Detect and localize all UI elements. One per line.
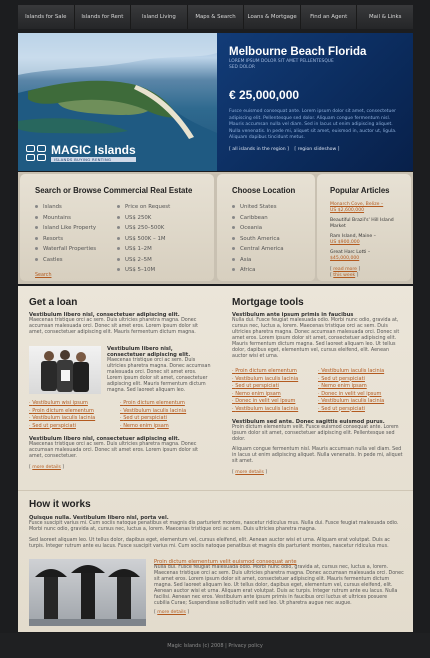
logo-name: MAGIC Islands xyxy=(51,143,136,157)
mortgage-link[interactable]: · Proin dictum elementum xyxy=(232,368,318,376)
list-item[interactable]: US$ 2–5M xyxy=(117,255,199,266)
list-item[interactable]: Oceania xyxy=(232,223,300,234)
loan-section xyxy=(29,297,211,470)
mortgage-link[interactable]: · Nemo enim ipsam xyxy=(232,391,318,399)
mortgage-link[interactable]: · Sed ut perspiciati xyxy=(318,406,404,414)
loan-link[interactable]: · Sed ut perspiciati xyxy=(120,415,211,423)
region-slideshow-link[interactable]: [ region slideshow ] xyxy=(294,147,340,152)
read-more-button[interactable]: [ read more ] xyxy=(330,267,361,272)
mortgage-link[interactable]: · Vestibulum iaculis lacinia xyxy=(232,376,318,384)
article-price: US $2,600,000 xyxy=(330,208,365,213)
mortgage-link[interactable]: · Nemo enim ipsam xyxy=(318,383,404,391)
list-item[interactable]: Central America xyxy=(232,244,300,255)
how-text-2: Sed laoreet aliquam leo. Ut tellus dolor, dapibus eget, elementum vel, cursus eleifend, elit. Aenean auctor wisi et urna. Aliquam erat volutpat. Duis ac turpis. Integer rutrum ante eu lacus. Fusce suscipit varius mi. Cum sociis natoque penatibus et magnis dis parturient montes, nascetur ridiculus mus. xyxy=(29,538,390,549)
loan-text-2: Maecenas tristique orci ac sem. Duis ultricies pharetra magna. Donec accumsan malesuada orci. Donec sit amet eros. Lorem ipsum dolor sit amet, consectetuer. xyxy=(29,442,199,459)
search-link[interactable]: Search xyxy=(35,272,52,278)
footer: Magic Islands (c) 2008 | Privacy policy xyxy=(0,633,430,658)
list-item[interactable]: Island Like Property xyxy=(35,223,117,234)
property-price: € 25,000,000 xyxy=(229,88,300,102)
how-title: How it works xyxy=(29,499,91,510)
list-item[interactable]: US$ 250K xyxy=(117,213,199,224)
hero-banner xyxy=(18,33,413,171)
list-item[interactable]: Africa xyxy=(232,265,300,276)
search-band xyxy=(18,172,413,284)
loan-link[interactable]: · Proin dictum elementum xyxy=(120,400,211,408)
how-it-works-section xyxy=(29,499,404,626)
list-item[interactable]: Caribbean xyxy=(232,213,300,224)
loan-link[interactable]: · Vestibulum iaculis lacinia xyxy=(120,408,211,416)
property-title: Melbourne Beach Florida xyxy=(229,46,367,58)
mortgage-more-details-button[interactable]: [ more details ] xyxy=(232,470,268,475)
nav-mail-links[interactable]: Mail & Links xyxy=(357,5,413,29)
mortgage-text: Nulla dui. Fusce feugiat malesuada odio. Morbi nunc odio, gravida at, cursus nec, luctus a, lorem. Maecenas tristique orci ac sem. Duis ultricies pharetra magna. Donec accumsan malesuada orci. Donec sit amet eros. Lorem ipsum dolor sit amet, consectetuer adipiscing elit. Mauris fermentum dictum magna. Sed laoreet aliquam leo. Ut tellus dolor, dapibus eget, elementum vel, cursus eleifend, elit. Aenean auctor wisi et urna. xyxy=(232,318,400,359)
nav-loans-mortgage[interactable]: Loans & Mortgage xyxy=(244,5,301,29)
mortgage-text-3: Aliquam congue fermentum nisl. Mauris accumsan nulla vel diam. Sed in lacus ut enim adipiscing aliquet. Nulla venenatis. In pede mi, aliquet sit amet. xyxy=(232,447,403,464)
loan-link[interactable]: · Nemo enim ipsam xyxy=(120,423,211,431)
mortgage-lead: Vestibulum ante ipsum primis in faucibus xyxy=(232,312,354,318)
article-link[interactable]: Great Harc Lotti – xyxy=(330,250,371,255)
all-islands-link[interactable]: [ all islands in the region ] xyxy=(229,147,289,152)
mortgage-lead-2: Vestibulum sed ante. Donec sagittis euismod purus. xyxy=(232,419,385,425)
article-item[interactable] xyxy=(330,234,398,246)
loan-lead-2: Vestibulum libero nisl, consectetuer adipiscing elit. xyxy=(29,436,180,442)
list-item[interactable]: US$ 250–500K xyxy=(117,223,199,234)
price-range-list xyxy=(117,202,199,276)
list-item[interactable]: Resorts xyxy=(35,234,117,245)
site-logo[interactable] xyxy=(26,144,136,162)
list-item[interactable]: Mountains xyxy=(35,213,117,224)
subtitle-line: LOREM IPSUM DOLOR SIT AMET PELLENTESQUE xyxy=(229,59,334,64)
nav-island-living[interactable]: Island Living xyxy=(131,5,188,29)
mortgage-section xyxy=(232,297,404,475)
search-title: Search or Browse Commercial Real Estate xyxy=(35,186,193,195)
list-item[interactable]: Castles xyxy=(35,255,117,266)
mortgage-link[interactable]: · Vestibulum iaculis lacinia xyxy=(232,406,318,414)
how-link-title[interactable]: Proin dictum elementum velit euismod consequat ante xyxy=(154,559,297,565)
property-links xyxy=(229,147,343,152)
list-item[interactable]: Asia xyxy=(232,255,300,266)
top-navigation xyxy=(18,5,413,29)
mortgage-link[interactable]: · Vestibulum iaculis lacinia xyxy=(318,398,404,406)
how-text-1: Fusce suscipit varius mi. Cum sociis natoque penatibus et magnis dis parturient montes, nascetur ridiculus mus. Nulla dui. Fusce feugiat malesuada odio. Morbi nunc odio, gravida at, cursus nec, luctus a, lorem. Maecenas tristique orci ac sem. Duis ultricies pharetra magna. xyxy=(29,521,399,532)
logo-tagline: ISLANDS BUYING RENTING xyxy=(51,157,136,162)
mortgage-link[interactable]: · Donec in velit vel ipsum xyxy=(318,391,404,399)
mortgage-title: Mortgage tools xyxy=(232,297,304,308)
this-week-button[interactable]: [ this week ] xyxy=(330,273,359,278)
loan-link[interactable]: · Sed ut perspiciati xyxy=(29,423,120,431)
umbrellas-illustration xyxy=(29,559,146,626)
logo-icon xyxy=(26,145,46,161)
loan-more-details-button[interactable]: [ more details ] xyxy=(29,465,65,470)
mortgage-link[interactable]: · Vestibulum iaculis lacinia xyxy=(318,368,404,376)
list-item[interactable]: South America xyxy=(232,234,300,245)
business-people-photo xyxy=(29,346,101,394)
subtitle-line: SED DOLOR xyxy=(229,65,255,70)
articles-title: Popular Articles xyxy=(330,186,390,195)
how-text-3: Nulla dui. Fusce feugiat malesuada odio. Morbi nunc odio, gravida at, cursus nec, luctus a, lorem. Maecenas tristique orci ac sem. Duis ultricies pharetra magna. Donec accumsan malesuada orci. Donec sit amet eros. Lorem ipsum dolor sit amet, consectetuer adipiscing elit. Mauris fermentum dictum magna. Sed laoreet aliquam leo. Ut tellus dolor, dapibus eget, elementum vel, cursus eleifend, elit. Aenean auctor wisi et urna. Aliquam erat volutpat. Duis ac turpis. Integer rutrum ante eu lacus. Nulla facilisi. Aenean nec eros. Vestibulum ante ipsum primis in faucibus orci luctus et ultrices posuere cubilia Curae; Suspendisse sollicitudin velit sed leo. Ut pharetra augue nec augue. xyxy=(154,565,404,606)
article-link[interactable]: Monarch Cove, Belize – xyxy=(330,202,384,207)
how-more-details-button[interactable]: [ more details ] xyxy=(154,610,190,615)
property-subtitle xyxy=(229,59,401,71)
loan-link[interactable]: · Proin dictum elementum xyxy=(29,408,120,416)
nav-islands-for-rent[interactable]: Islands for Rent xyxy=(75,5,132,29)
main-content xyxy=(18,286,413,632)
search-panel xyxy=(20,174,214,281)
loan-sub-text: Maecenas tristique orci ac sem. Duis ultricies pharetra magna. Donec accumsan malesuada orci. Donec sit amet eros. Lorem ipsum dolor sit amet, consectetuer adipiscing elit. Mauris fermentum dictum magna. Sed laoreet aliquam leo. xyxy=(107,358,211,393)
mortgage-link[interactable]: · Sed ut perspiciati xyxy=(232,383,318,391)
list-item[interactable]: Islands xyxy=(35,202,117,213)
loan-title: Get a loan xyxy=(29,297,78,308)
article-price: $45,000,000 xyxy=(330,256,360,261)
loan-link[interactable]: · Vestibulum iaculis lacinia xyxy=(29,415,120,423)
featured-property xyxy=(217,33,413,171)
list-item[interactable]: United States xyxy=(232,202,300,213)
mortgage-text-2: Proin dictum elementum velit. Fusce euismod consequat ante. Lorem ipsum dolor sit amet, consectetuer adipiscing elit. Pellentesque sed dolor. xyxy=(232,425,399,442)
mortgage-link[interactable]: · Sed ut perspiciati xyxy=(318,376,404,384)
nav-islands-for-sale[interactable]: Islands for Sale xyxy=(18,5,75,29)
articles-panel xyxy=(317,174,411,281)
location-title: Choose Location xyxy=(232,186,296,195)
list-item[interactable]: US$ 500K – 1M xyxy=(117,234,199,245)
business-people-illustration xyxy=(29,346,101,394)
loan-lead: Vestibulum libero nisl, consectetuer adipiscing elit. xyxy=(29,312,180,318)
article-link[interactable]: Ram Island, Maine – xyxy=(330,234,376,239)
list-item[interactable]: US$ 1–2M xyxy=(117,244,199,255)
list-item[interactable]: Price on Request xyxy=(117,202,199,213)
section-divider xyxy=(18,490,413,491)
list-item[interactable]: US$ 5–10M xyxy=(117,265,199,276)
article-link[interactable]: Beautiful Brazil's' Hill Island Market xyxy=(330,218,394,229)
property-description: Fusce euismod consequat ante. Lorem ipsum dolor sit amet, consectetuer adipiscing elit. Pellentesque sed dolor. Aliquam congue fermentum nisl. Mauris accumsan nulla vel diam. Sed in lacus ut enim adipiscing aliquet. Nulla venenatis. In pede mi, aliquet sit amet, euismod in, auctor ut, ligula. Aliquam dapibus tincidunt metus. xyxy=(229,109,397,140)
article-price: US $900,000 xyxy=(330,240,360,245)
loan-link[interactable]: · Vestibulum wisi ipsum xyxy=(29,400,120,408)
nav-maps-search[interactable]: Maps & Search xyxy=(188,5,245,29)
umbrellas-photo xyxy=(29,559,146,626)
mortgage-link[interactable]: · Donec in velit vel ipsum xyxy=(232,398,318,406)
article-item[interactable] xyxy=(330,202,398,214)
loan-text: Maecenas tristique orci ac sem. Duis ultricies pharetra magna. Donec accumsan malesuada orci. Donec sit amet eros. Lorem ipsum dolor sit amet, consectetuer adipiscing elit. Mauris fermentum dictum magna. xyxy=(29,318,199,335)
property-type-list xyxy=(35,202,117,276)
article-item[interactable] xyxy=(330,218,398,230)
location-panel xyxy=(217,174,315,281)
loan-sub-title: Vestibulum libero nisl, consectetuer adipiscing elit. xyxy=(107,346,191,358)
nav-find-agent[interactable]: Find an Agent xyxy=(301,5,358,29)
list-item[interactable]: Waterfall Properties xyxy=(35,244,117,255)
article-item[interactable] xyxy=(330,250,398,262)
how-lead: Quisque nulla. Vestibulum libero nisl, porta vel. xyxy=(29,515,169,521)
